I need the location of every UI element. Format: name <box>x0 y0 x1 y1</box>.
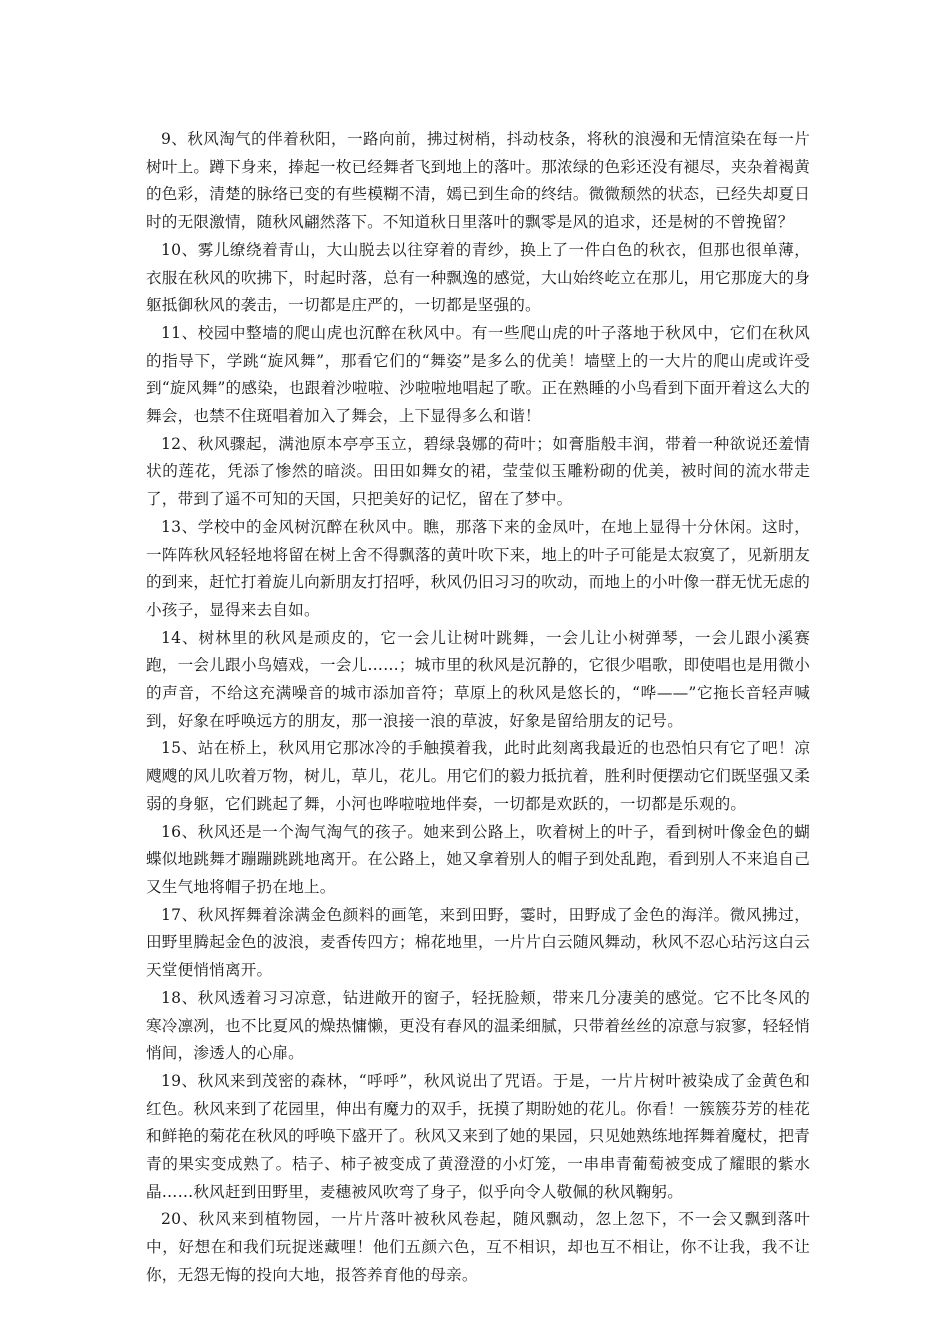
paragraph-14: 14、树林里的秋风是顽皮的，它一会儿让树叶跳舞，一会儿让小树弹琴，一会儿跟小溪赛跑，一会儿跟小鸟嬉戏，一会儿……；城市里的秋风是沉静的，它很少唱歌，即使唱也是用微小的声音，不给这充满噪音的城市添加音符；草原上的秋风是悠长的，“哗——”它拖长音轻声喊到，好象在呼唤远方的朋友，那一浪接一浪的草波，好象是留给朋友的记号。 <box>146 628 810 730</box>
paragraph-9: 9、秋风淘气的伴着秋阳，一路向前，拂过树梢，抖动枝条，将秋的浪漫和无情渲染在每一片树叶上。蹲下身来，捧起一枚已经舞者飞到地上的落叶。那浓绿的色彩还没有褪尽，夹杂着褐黄的色彩，清楚的脉络已变的有些模糊不清，嫣已到生命的终结。微微颓然的状态，已经失却夏日时的无限激情，随秋风翩然落下。不知道秋日里落叶的飘零是风的追求，还是树的不曾挽留？ <box>146 130 810 232</box>
paragraph-12: 12、秋风骤起，满池原本亭亭玉立，碧绿袅娜的荷叶；如膏脂般丰润，带着一种欲说还羞情状的莲花，凭添了惨然的暗淡。田田如舞女的裙，莹莹似玉雕粉砌的优美，被时间的流水带走了，带到了遥不可知的天国，只把美好的记忆，留在了梦中。 <box>146 434 810 509</box>
document-body <box>146 126 810 1290</box>
paragraph-10: 10、雾儿缭绕着青山，大山脱去以往穿着的青纱，换上了一件白色的秋衣，但那也很单薄，衣服在秋风的吹拂下，时起时落，总有一种飘逸的感觉，大山始终屹立在那儿，用它那庞大的身躯抵御秋风的袭击，一切都是庄严的，一切都是坚强的。 <box>146 240 810 315</box>
paragraph-15: 15、站在桥上，秋风用它那冰冷的手触摸着我，此时此刻离我最近的也恐怕只有它了吧！凉飕飕的风儿吹着万物，树儿，草儿，花儿。用它们的毅力抵抗着，胜利时便摆动它们既坚强又柔弱的身躯，它们跳起了舞，小河也哗啦啦地伴奏，一切都是欢跃的，一切都是乐观的。 <box>146 739 810 813</box>
paragraph-11: 11、校园中整墙的爬山虎也沉醉在秋风中。有一些爬山虎的叶子落地于秋风中，它们在秋风的指导下，学跳“旋风舞”，那看它们的“舞姿”是多么的优美！墙壁上的一大片的爬山虎或许受到“旋风舞”的感染，也跟着沙啦啦、沙啦啦地唱起了歌。正在熟睡的小鸟看到下面开着这么大的舞会，也禁不住斑唱着加入了舞会，上下显得多么和谐！ <box>146 323 810 426</box>
paragraph-13: 13、学校中的金风树沉醉在秋风中。瞧，那落下来的金凤叶，在地上显得十分休闲。这时，一阵阵秋风轻轻地将留在树上舍不得飘落的黄叶吹下来，地上的叶子可能是太寂寞了，见新朋友的到来，赶忙打着旋儿向新朋友打招呼，秋风仍旧习习的吹动，而地上的小叶像一群无忧无虑的小孩子，显得来去自如。 <box>146 517 810 619</box>
paragraph-18: 18、秋风透着习习凉意，钻进敞开的窗子，轻抚脸颊，带来几分凄美的感觉。它不比冬风的寒冷凛冽，也不比夏风的燥热慵懒，更没有春风的温柔细腻，只带着丝丝的凉意与寂寥，轻轻悄悄间，渗透人的心扉。 <box>146 988 810 1063</box>
paragraph-19: 19、秋风来到茂密的森林，“呼呼”，秋风说出了咒语。于是，一片片树叶被染成了金黄色和红色。秋风来到了花园里，伸出有魔力的双手，抚摸了期盼她的花儿。你看！一簇簇芬芳的桂花和鲜艳的菊花在秋风的呼唤下盛开了。秋风又来到了她的果园，只见她熟练地挥舞着魔杖，把青青的果实变成熟了。桔子、柿子被变成了黄澄澄的小灯笼，一串串青葡萄被变成了耀眼的紫水晶……秋风赶到田野里，麦穗被风吹弯了身子，似乎向令人敬佩的秋风鞠躬。 <box>146 1071 810 1201</box>
paragraph-17: 17、秋风挥舞着涂满金色颜料的画笔，来到田野，霎时，田野成了金色的海洋。微风拂过，田野里腾起金色的波浪，麦香传四方；棉花地里，一片片白云随风舞动，秋风不忍心玷污这白云天堂便悄悄离开。 <box>146 905 810 980</box>
paragraph-16: 16、秋风还是一个淘气淘气的孩子。她来到公路上，吹着树上的叶子，看到树叶像金色的蝴蝶似地跳舞才蹦蹦跳跳地离开。在公路上，她又拿着别人的帽子到处乱跑，看到别人不来追自己又生气地将帽子扔在地上。 <box>146 822 810 896</box>
paragraph-20: 20、秋风来到植物园，一片片落叶被秋风卷起，随风飘动，忽上忽下，不一会又飘到落叶中，好想在和我们玩捉迷藏哩！他们五颜六色，互不相识，却也互不相让，你不让我，我不让你，无怨无悔的投向大地，报答养育他的母亲。 <box>146 1210 810 1284</box>
